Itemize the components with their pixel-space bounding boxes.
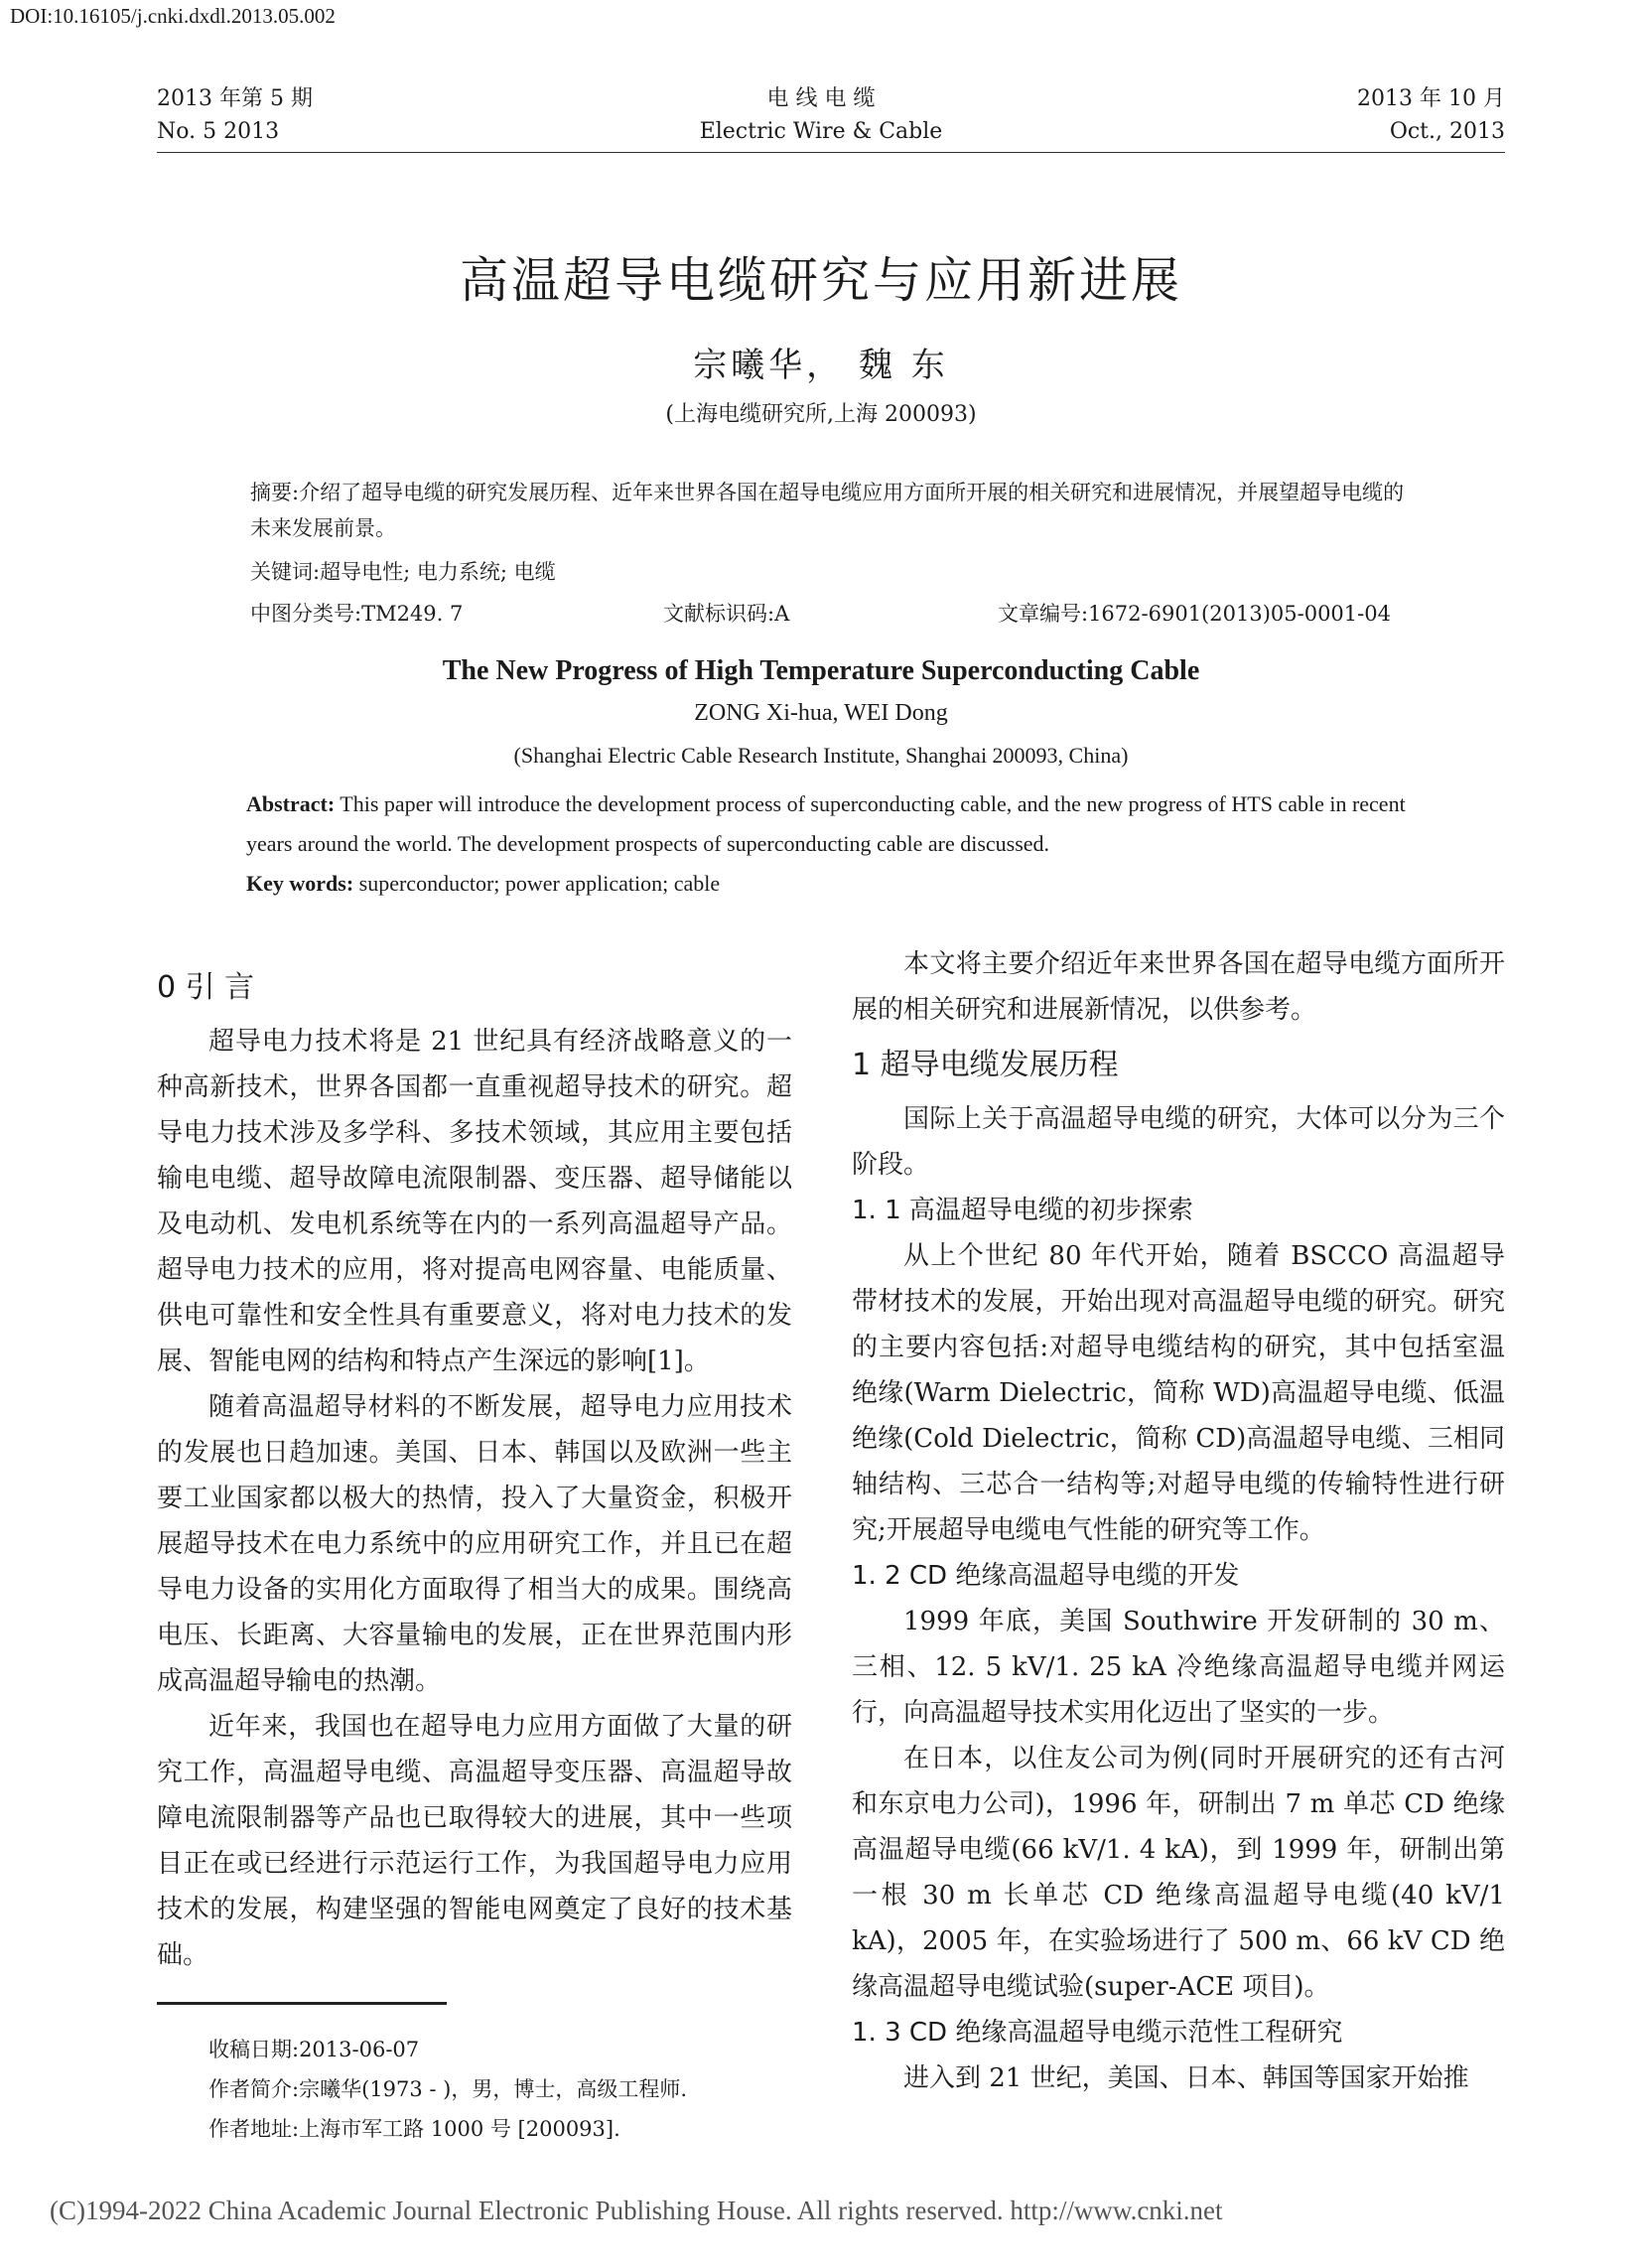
issue-en: No. 5 2013 xyxy=(157,119,280,144)
document-code: 文献标识码:A xyxy=(663,602,790,626)
keywords-en-label: Key words: xyxy=(246,871,354,896)
paragraph: 国际上关于高温超导电缆的研究，大体可以分为三个阶段。 xyxy=(852,1104,1505,1180)
paper-affiliation-en: (Shanghai Electric Cable Research Institute, Shanghai 200093, China) xyxy=(513,743,1129,768)
date-cn: 2013 年 10 月 xyxy=(1357,86,1505,111)
date-en: Oct., 2013 xyxy=(1389,119,1505,144)
paper-title: 高温超导电缆研究与应用新进展 xyxy=(459,252,1182,309)
header-issue xyxy=(157,82,313,148)
paragraph: 从上个世纪 80 年代开始，随着 BSCCO 高温超导带材技术的发展，开始出现对高温超导电缆的研究。研究的主要内容包括:对超导电缆结构的研究，其中包括室温绝缘(Warm Dielectric，简称 WD)高温超导电缆、低温绝缘(Cold Dielectric，简称 CD)高温超导电缆、三相同轴结构、三芯合一结构等;对超导电缆的传输特性进行研究;开展超导电缆电气性能的研究等工作。 xyxy=(852,1241,1505,1545)
abstract-en xyxy=(246,784,1414,864)
paper-authors-en: ZONG Xi-hua, WEI Dong xyxy=(694,700,948,726)
classification-number: 中图分类号:TM249. 7 xyxy=(250,602,464,626)
article-number: 文章编号:1672-6901(2013)05-0001-04 xyxy=(998,602,1391,626)
paragraph: 本文将主要介绍近年来世界各国在超导电缆方面所开展的相关研究和进展新情况，以供参考。 xyxy=(852,949,1505,1025)
section-1-3-heading: 1. 3 CD 绝缘高温超导电缆示范性工程研究 xyxy=(852,2018,1343,2048)
author-address: 作者地址:上海市军工路 1000 号 [200093]. xyxy=(208,2117,620,2141)
author-bio: 作者简介:宗曦华(1973 - )，男，博士，高级工程师. xyxy=(208,2077,688,2101)
right-column xyxy=(852,941,1505,2101)
section-0-heading: 0 引 言 xyxy=(157,970,255,1005)
footnotes xyxy=(208,2030,804,2149)
left-column xyxy=(157,955,792,1978)
footnote-rule xyxy=(157,2002,447,2005)
paragraph: 1999 年底，美国 Southwire 开发研制的 30 m、三相、12. 5 kV/1. 25 kA 冷绝缘高温超导电缆并网运行，向高温超导技术实用化迈出了坚实的一步。 xyxy=(852,1607,1505,1728)
issue-cn: 2013 年第 5 期 xyxy=(157,86,313,111)
paragraph: 进入到 21 世纪，美国、日本、韩国等国家开始推 xyxy=(903,2063,1469,2093)
paragraph: 随着高温超导材料的不断发展，超导电力应用技术的发展也日趋加速。美国、日本、韩国以及欧洲一些主要工业国家都以极大的热情，投入了大量资金，积极开展超导技术在电力系统中的应用研究工作，并且已在超导电力设备的实用化方面取得了相当大的成果。围绕高电压、长距离、大容量输电的发展，正在世界范围内形成高温超导输电的热潮。 xyxy=(157,1392,792,1696)
section-1-1-heading: 1. 1 高温超导电缆的初步探索 xyxy=(852,1196,1193,1225)
copyright-notice: (C)1994-2022 China Academic Journal Electronic Publishing House. All rights reserved. http://www.cnki.net xyxy=(50,2196,1223,2225)
paragraph: 近年来，我国也在超导电力应用方面做了大量的研究工作，高温超导电缆、高温超导变压器、高温超导故障电流限制器等产品也已取得较大的进展，其中一些项目正在或已经进行示范运行工作，为我国超导电力应用技术的发展，构建坚强的智能电网奠定了良好的技术基础。 xyxy=(157,1712,792,1970)
doi-line: DOI:10.16105/j.cnki.dxdl.2013.05.002 xyxy=(10,4,336,28)
section-1-2-heading: 1. 2 CD 绝缘高温超导电缆的开发 xyxy=(852,1561,1240,1591)
header-rule xyxy=(157,152,1505,153)
header-journal xyxy=(596,82,1046,148)
section-1-heading: 1 超导电缆发展历程 xyxy=(852,1048,1119,1082)
paper-title-en: The New Progress of High Temperature Superconducting Cable xyxy=(442,655,1200,686)
journal-cn: 电 线 电 缆 xyxy=(766,86,876,111)
paragraph: 在日本，以住友公司为例(同时开展研究的还有古河和东京电力公司)，1996 年，研制出 7 m 单芯 CD 绝缘高温超导电缆(66 kV/1. 4 kA)，到 1999 年，研制出第一根 30 m 长单芯 CD 绝缘高温超导电缆(40 kV/1 kA)，2005 年，在实验场进行了 500 m、66 kV CD 绝缘高温超导电缆试验(super-ACE 项目)。 xyxy=(852,1744,1505,2002)
keywords-cn: 关键词:超导电性; 电力系统; 电缆 xyxy=(250,560,556,584)
abstract-en-text: This paper will introduce the development process of superconducting cable, and the new progress of HTS cable in recent years around the world. The development prospects of superconducting cable are discussed. xyxy=(246,791,1406,856)
abstract-cn: 摘要:介绍了超导电缆的研究发展历程、近年来世界各国在超导电缆应用方面所开展的相关研究和进展情况，并展望超导电缆的未来发展前景。 xyxy=(250,481,1405,540)
journal-en: Electric Wire & Cable xyxy=(699,119,943,144)
paper-affiliation: (上海电缆研究所,上海 200093) xyxy=(665,402,977,427)
paragraph: 超导电力技术将是 21 世纪具有经济战略意义的一种高新技术，世界各国都一直重视超导技术的研究。超导电力技术涉及多学科、多技术领域，其应用主要包括输电电缆、超导故障电流限制器、变压器、超导储能以及电动机、发电机系统等在内的一系列高温超导产品。超导电力技术的应用，将对提高电网容量、电能质量、供电可靠性和安全性具有重要意义，将对电力技术的发展、智能电网的结构和特点产生深远的影响[1]。 xyxy=(157,1027,792,1376)
keywords-en xyxy=(246,864,1414,904)
keywords-en-text: superconductor; power application; cable xyxy=(353,871,721,896)
received-date: 收稿日期:2013-06-07 xyxy=(208,2038,420,2061)
paper-authors: 宗曦华， 魏 东 xyxy=(693,346,949,385)
header-date xyxy=(1271,82,1505,148)
abstract-en-label: Abstract: xyxy=(246,791,336,816)
